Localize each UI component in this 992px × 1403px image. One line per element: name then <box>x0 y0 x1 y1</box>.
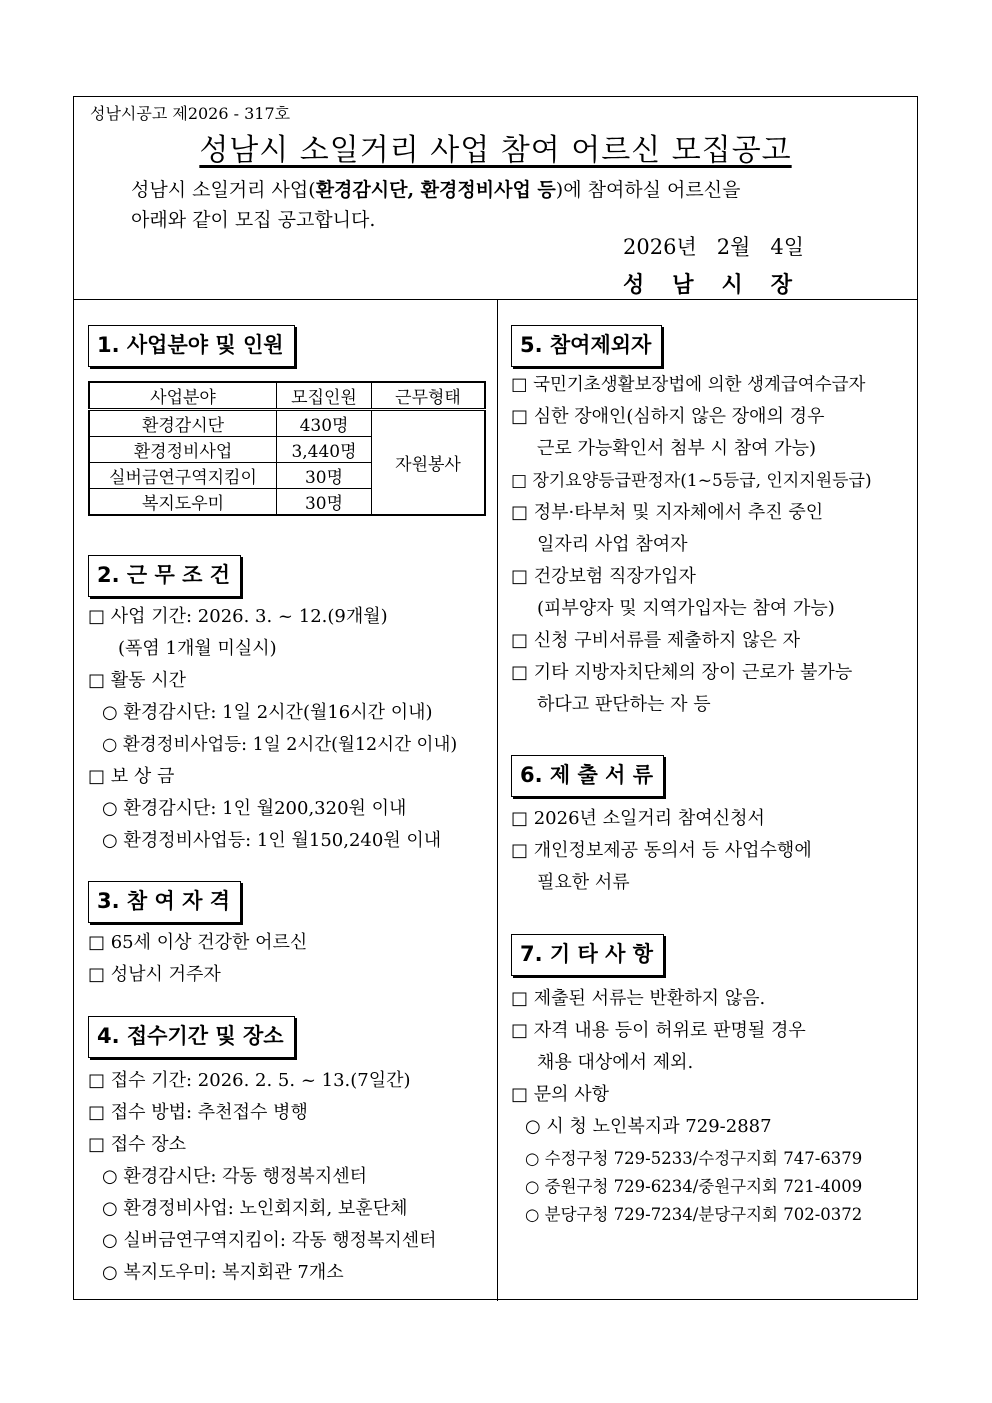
s5-line: □ 장기요양등급판정자(1~5등급, 인지지원등급) <box>511 471 872 491</box>
s4-line: □ 접수 기간: 2026. 2. 5. ~ 13.(7일간) <box>88 1070 411 1091</box>
s3-line: □ 성남시 거주자 <box>88 964 221 985</box>
s4-line: ○ 실버금연구역지킴이: 각동 행정복지센터 <box>102 1230 437 1251</box>
mayor-signature: 성남시장 <box>623 272 821 298</box>
recruit-table <box>88 381 486 516</box>
row-count: 30명 <box>277 489 372 516</box>
table-header-row <box>89 382 485 410</box>
intro-post: )에 참여하실 어르신을 <box>555 179 741 201</box>
title-text: 성남시 소일거리 사업 참여 어르신 모집공고 <box>199 133 792 168</box>
s6-line: 필요한 서류 <box>537 872 630 893</box>
s4-line: □ 접수 장소 <box>88 1134 187 1155</box>
s6-line: □ 개인정보제공 동의서 등 사업수행에 <box>511 840 812 861</box>
intro-text <box>131 175 891 235</box>
s5-line: □ 심한 장애인(심하지 않은 장애의 경우 <box>511 406 825 427</box>
s7-line: 채용 대상에서 제외. <box>537 1052 694 1073</box>
s5-line: □ 건강보험 직장가입자 <box>511 566 696 587</box>
section-6-title: 6. 제 출 서 류 <box>511 755 664 797</box>
intro-bold: 환경감시단, 환경정비사업 등 <box>315 179 556 201</box>
s7-line: ○ 시 청 노인복지과 729-2887 <box>525 1116 772 1137</box>
notice-frame <box>73 96 918 1300</box>
notice-number: 성남시공고 제2026 - 317호 <box>90 104 291 123</box>
s2-line: □ 보 상 금 <box>88 766 175 787</box>
s2-line: ○ 환경감시단: 1인 월200,320원 이내 <box>102 798 407 819</box>
s2-line: □ 활동 시간 <box>88 670 187 691</box>
s2-line: ○ 환경정비사업등: 1인 월150,240원 이내 <box>102 830 442 851</box>
section-5-title: 5. 참여제외자 <box>511 325 662 367</box>
table-header-field: 사업분야 <box>89 382 277 410</box>
s5-line: (피부양자 및 지역가입자는 참여 가능) <box>537 598 835 619</box>
s3-line: □ 65세 이상 건강한 어르신 <box>88 932 308 953</box>
s2-line: (폭염 1개월 미실시) <box>118 638 277 659</box>
table-header-worktype: 근무형태 <box>372 382 486 410</box>
row-count: 430명 <box>277 410 372 437</box>
s7-line: ○ 분당구청 729-7234/분당구지회 702-0372 <box>525 1205 863 1224</box>
s5-line: □ 기타 지방자치단체의 장이 근로가 불가능 <box>511 662 853 683</box>
row-count: 3,440명 <box>277 437 372 463</box>
s4-line: ○ 환경정비사업: 노인회지회, 보훈단체 <box>102 1198 408 1219</box>
s4-line: □ 접수 방법: 추천접수 병행 <box>88 1102 308 1123</box>
s6-line: □ 2026년 소일거리 참여신청서 <box>511 808 765 829</box>
s5-line: 근로 가능확인서 첨부 시 참여 가능) <box>537 438 817 459</box>
table-header-count: 모집인원 <box>277 382 372 410</box>
section-3-title: 3. 참 여 자 격 <box>88 881 241 923</box>
section-7-title: 7. 기 타 사 항 <box>511 934 664 976</box>
row-count: 30명 <box>277 463 372 489</box>
row-field: 환경정비사업 <box>89 437 277 463</box>
row-field: 환경감시단 <box>89 410 277 437</box>
row-worktype: 자원봉사 <box>372 410 486 516</box>
s4-line: ○ 환경감시단: 각동 행정복지센터 <box>102 1166 367 1187</box>
section-4-title: 4. 접수기간 및 장소 <box>88 1016 295 1058</box>
column-divider <box>497 300 498 1301</box>
intro-pre: 성남시 소일거리 사업( <box>131 179 316 201</box>
s7-line: □ 자격 내용 등이 허위로 판명될 경우 <box>511 1020 806 1041</box>
page-title <box>74 125 917 169</box>
s2-line: ○ 환경정비사업등: 1일 2시간(월12시간 이내) <box>102 735 458 755</box>
s7-line: □ 제출된 서류는 반환하지 않음. <box>511 988 766 1009</box>
section-2-title: 2. 근 무 조 건 <box>88 555 241 597</box>
table-row <box>89 410 485 437</box>
s2-line: □ 사업 기간: 2026. 3. ~ 12.(9개월) <box>88 606 388 627</box>
s7-line: □ 문의 사항 <box>511 1084 610 1105</box>
row-field: 실버금연구역지킴이 <box>89 463 277 489</box>
intro-line2: 아래와 같이 모집 공고합니다. <box>131 209 376 231</box>
notice-header <box>74 97 917 300</box>
row-field: 복지도우미 <box>89 489 277 516</box>
s5-line: 하다고 판단하는 자 등 <box>537 694 711 715</box>
s7-line: ○ 중원구청 729-6234/중원구지회 721-4009 <box>525 1177 863 1196</box>
s4-line: ○ 복지도우미: 복지회관 7개소 <box>102 1262 344 1283</box>
s2-line: ○ 환경감시단: 1일 2시간(월16시간 이내) <box>102 702 433 723</box>
section-1-title: 1. 사업분야 및 인원 <box>88 325 295 367</box>
s7-line: ○ 수정구청 729-5233/수정구지회 747-6379 <box>525 1149 863 1168</box>
s5-line: 일자리 사업 참여자 <box>537 534 688 555</box>
s5-line: □ 정부·타부처 및 지자체에서 추진 중인 <box>511 502 824 523</box>
s5-line: □ 신청 구비서류를 제출하지 않은 자 <box>511 630 801 651</box>
notice-date: 2026년 2월 4일 <box>623 235 805 259</box>
s5-line: □ 국민기초생활보장법에 의한 생계급여수급자 <box>511 375 866 395</box>
